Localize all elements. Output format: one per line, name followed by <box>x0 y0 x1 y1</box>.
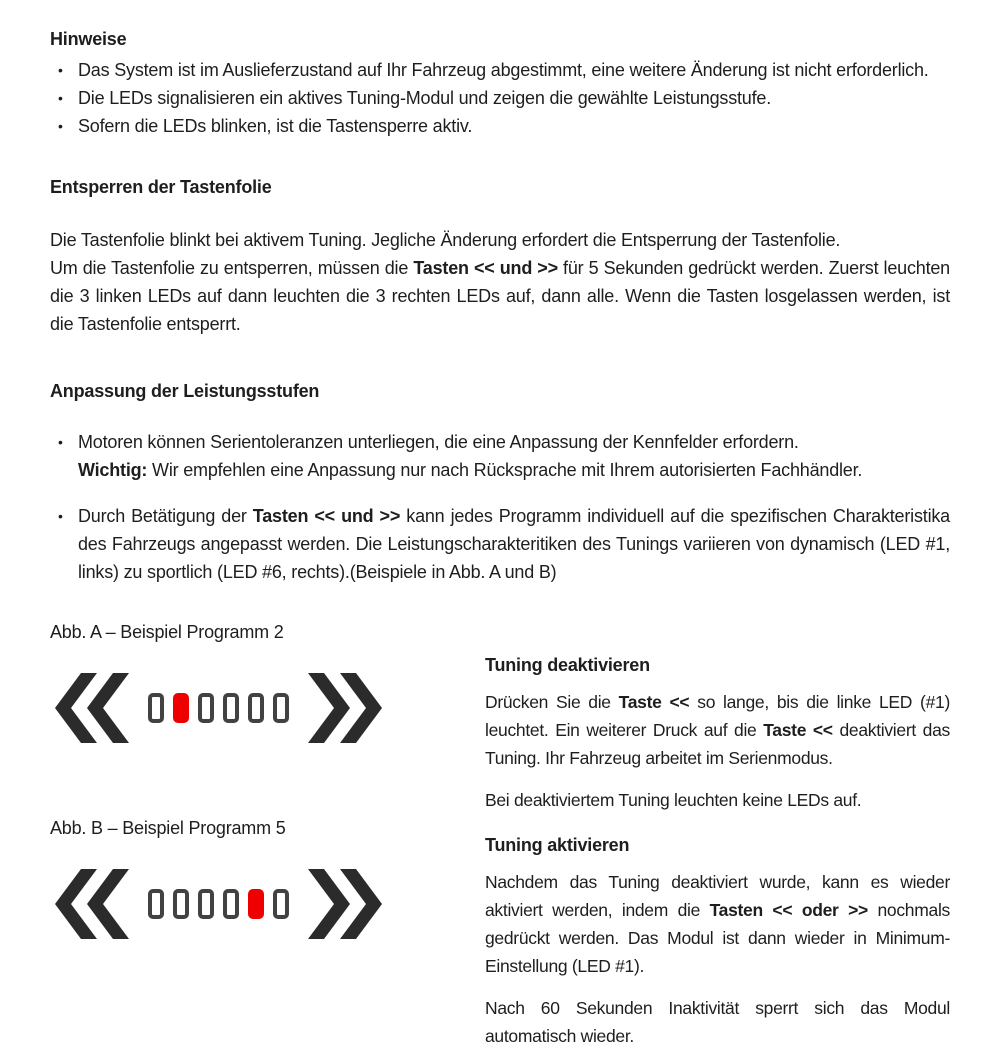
list-item <box>50 84 950 112</box>
figure-a-led-panel <box>54 672 485 744</box>
bullet-icon: • <box>58 434 63 450</box>
double-chevron-left-icon <box>54 672 130 744</box>
led-5 <box>248 693 264 723</box>
paragraph: Nachdem das Tuning deaktiviert wurde, kann es wieder aktiviert werden, indem die Tasten << oder >> nochmals gedrückt werden. Das Modul ist dann wieder in Minimum-Einstellung (LED #1). <box>485 872 950 976</box>
led-5-active <box>248 889 264 919</box>
led-4 <box>223 693 239 723</box>
double-chevron-right-icon <box>307 672 383 744</box>
instructions-column <box>485 620 950 1050</box>
list-item <box>50 56 950 84</box>
led-1 <box>148 889 164 919</box>
section-anpassung <box>50 378 950 586</box>
bullet-text: Motoren können Serientoleranzen unterliegen, die eine Anpassung der Kennfelder erfordern. <box>78 432 799 452</box>
paragraph: Um die Tastenfolie zu entsperren, müssen die Tasten << und >> für 5 Sekunden gedrückt werden. Zuerst leuchten die 3 linken LEDs auf dann leuchten die 3 rechten LEDs auf, dann alle. Wenn die Tasten losgelassen werden, ist die Tastenfolie entsperrt. <box>50 258 950 334</box>
bullet-text: Sofern die LEDs blinken, ist die Tastensperre aktiv. <box>78 116 473 136</box>
led-1 <box>148 693 164 723</box>
list-item <box>50 502 950 586</box>
paragraph: Nach 60 Sekunden Inaktivität sperrt sich das Modul automatisch wieder. <box>485 998 950 1046</box>
anpassung-heading: Anpassung der Leistungsstufen <box>50 381 320 401</box>
bullet-icon: • <box>58 90 63 106</box>
paragraph: Drücken Sie die Taste << so lange, bis die linke LED (#1) leuchtet. Ein weiterer Druck auf die Taste << deaktiviert das Tuning. Ihr Fahrzeug arbeitet im Serienmodus. <box>485 692 950 768</box>
bullet-text: Wichtig: Wir empfehlen eine Anpassung nur nach Rücksprache mit Ihrem autorisierten Fachhändler. <box>78 460 863 480</box>
figure-b-label: Abb. B – Beispiel Programm 5 <box>50 818 286 838</box>
list-item <box>50 428 950 484</box>
paragraph: Die Tastenfolie blinkt bei aktivem Tuning. Jegliche Änderung erfordert die Entsperrung der Tastenfolie. <box>50 230 841 250</box>
led-strip <box>148 693 289 723</box>
double-chevron-left-icon <box>54 868 130 940</box>
led-strip <box>148 889 289 919</box>
bullet-text: Das System ist im Auslieferzustand auf Ihr Fahrzeug abgestimmt, eine weitere Änderung ist nicht erforderlich. <box>78 60 929 80</box>
tuning-aktivieren-heading: Tuning aktivieren <box>485 835 630 855</box>
list-item <box>50 112 950 140</box>
bullet-icon: • <box>58 118 63 134</box>
figure-b-led-panel <box>54 868 485 940</box>
hinweise-heading: Hinweise <box>50 29 127 49</box>
entsperren-heading: Entsperren der Tastenfolie <box>50 177 272 197</box>
double-chevron-right-icon <box>307 868 383 940</box>
led-2-active <box>173 693 189 723</box>
bullet-icon: • <box>58 508 63 524</box>
paragraph: Bei deaktiviertem Tuning leuchten keine LEDs auf. <box>485 790 862 810</box>
led-6 <box>273 889 289 919</box>
led-3 <box>198 889 214 919</box>
led-6 <box>273 693 289 723</box>
tuning-deaktivieren-heading: Tuning deaktivieren <box>485 655 650 675</box>
bottom-columns <box>50 620 950 1050</box>
led-3 <box>198 693 214 723</box>
anpassung-bullet-list <box>50 428 950 586</box>
bullet-text: Die LEDs signalisieren ein aktives Tuning-Modul und zeigen die gewählte Leistungsstufe. <box>78 88 772 108</box>
led-4 <box>223 889 239 919</box>
figures-column <box>50 620 485 1050</box>
hinweise-bullet-list <box>50 56 950 140</box>
bullet-text: Durch Betätigung der Tasten << und >> kann jedes Programm individuell auf die spezifischen Charakteristika des Fahrzeugs angepasst werden. Die Leistungscharakteritiken des Tunings variieren von dynamisch (LED #1, links) zu sportlich (LED #6, rechts).(Beispiele in Abb. A und B) <box>78 506 950 582</box>
led-2 <box>173 889 189 919</box>
section-entsperren <box>50 174 950 338</box>
bullet-icon: • <box>58 62 63 78</box>
entsperren-paragraphs <box>50 226 950 338</box>
section-hinweise <box>50 26 950 140</box>
figure-a-label: Abb. A – Beispiel Programm 2 <box>50 622 284 642</box>
